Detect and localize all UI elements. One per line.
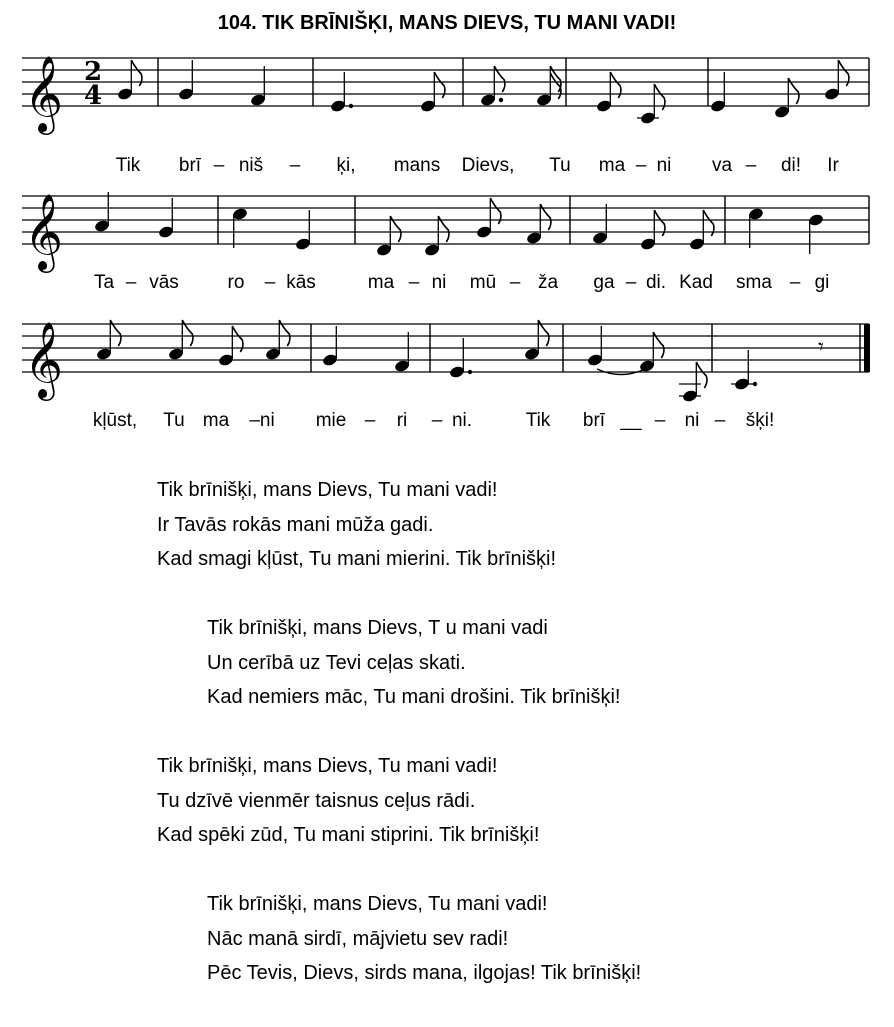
lyric-syllable: Ta (93, 272, 115, 293)
verse-line: Kad smagi kļūst, Tu mani mierini. Tik brīnišķi! (157, 548, 557, 570)
lyric-syllable: Tik (115, 155, 141, 176)
verse-line: Tik brīnišķi, mans Dievs, T u mani vadi (207, 617, 548, 639)
lyric-syllable: ni. (451, 410, 473, 431)
lyric-syllable: __ (620, 410, 642, 431)
treble-clef-icon: 𝄞 (24, 321, 64, 398)
lyric-syllable: kās (286, 272, 316, 293)
song-title: 104. TIK BRĪNIŠĶI, MANS DIEVS, TU MANI VADI! (217, 12, 677, 34)
lyric-syllable: di. (645, 272, 667, 293)
verse-line: Pēc Tevis, Dievs, sirds mana, ilgojas! Tik brīnišķi! (207, 962, 642, 984)
lyric-syllable: Ir (827, 155, 839, 176)
lyrics-line-2 (0, 272, 894, 296)
lyric-syllable: šķi! (745, 410, 775, 431)
lyrics-line-3 (0, 410, 894, 434)
staff-system-3 (0, 305, 894, 415)
lyric-syllable: ni (431, 272, 447, 293)
verse-line: Un cerībā uz Tevi ceļas skati. (207, 651, 466, 674)
augmentation-dot (753, 382, 757, 386)
lyric-syllable: – (431, 410, 443, 431)
lyric-syllable: kļūst, (92, 410, 138, 431)
verse-line: Tu dzīvē vienmēr taisnus ceļus rādi. (157, 789, 476, 812)
verse-line: Ir Tavās rokās mani mūža gadi. (157, 513, 434, 536)
verse-line: Kad nemiers māc, Tu mani drošini. Tik brīnišķi! (207, 686, 621, 708)
verse-line: Tik brīnišķi, mans Dievs, Tu mani vadi! (157, 755, 498, 777)
lyric-syllable: – (654, 410, 666, 431)
verse-line: Nāc manā sirdī, mājvietu sev radi! (207, 927, 509, 950)
lyric-syllable: – (789, 272, 801, 293)
verse-4 (207, 887, 641, 991)
lyric-syllable: vās (149, 272, 179, 293)
lyric-syllable: Tik (525, 410, 551, 431)
lyric-syllable: – (289, 155, 301, 176)
lyric-syllable: mie (315, 410, 347, 431)
lyric-syllable: ri (396, 410, 408, 431)
time-signature-top: 2 (84, 57, 103, 87)
verse-line: Kad spēki zūd, Tu mani stiprini. Tik brīnišķi! (157, 824, 540, 846)
staff-system-1 (0, 45, 894, 145)
lyric-syllable: – (745, 155, 757, 176)
treble-clef-icon: 𝄞 (24, 193, 64, 270)
verse-2 (207, 611, 620, 715)
lyric-syllable: ni (684, 410, 700, 431)
lyric-syllable: ro (227, 272, 245, 293)
lyric-syllable: ni (656, 155, 672, 176)
note-flag (550, 73, 561, 99)
lyric-syllable: di! (780, 155, 802, 176)
eighth-rest-icon: 𝄾 (818, 335, 824, 360)
augmentation-dot (468, 370, 472, 374)
lyric-syllable: – (635, 155, 647, 176)
lyric-syllable: ža (537, 272, 559, 293)
final-barline (864, 324, 870, 372)
lyric-syllable: Tu (163, 410, 185, 431)
lyric-syllable: va (711, 155, 733, 176)
verse-line: Tik brīnišķi, mans Dievs, Tu mani vadi! (157, 479, 498, 501)
lyric-syllable: gi (814, 272, 830, 293)
lyric-syllable: – (509, 272, 521, 293)
lyric-syllable: niš (238, 155, 264, 176)
time-signature-bottom: 4 (84, 81, 103, 111)
treble-clef-icon: 𝄞 (24, 55, 64, 132)
lyric-syllable: brī (582, 410, 606, 431)
staff-system-2 (0, 180, 894, 280)
augmentation-dot (349, 104, 353, 108)
lyric-syllable: – (264, 272, 276, 293)
verse-1 (157, 473, 556, 577)
lyric-syllable: –ni (249, 410, 275, 431)
lyric-syllable: ga (593, 272, 615, 293)
lyric-syllable: – (714, 410, 726, 431)
lyric-syllable: ma (367, 272, 395, 293)
lyric-syllable: mans (393, 155, 441, 176)
lyric-syllable: Kad (679, 272, 713, 293)
lyric-syllable: sma (736, 272, 772, 293)
lyric-syllable: – (408, 272, 420, 293)
lyric-syllable: ma (598, 155, 626, 176)
lyric-syllable: – (213, 155, 225, 176)
lyric-syllable: Dievs, (461, 155, 515, 176)
lyrics-line-1 (0, 155, 894, 179)
lyric-syllable: mū (469, 272, 497, 293)
verse-3 (157, 749, 539, 853)
lyric-syllable: ķi, (336, 155, 356, 176)
lyric-syllable: – (125, 272, 137, 293)
lyric-syllable: ma (202, 410, 230, 431)
lyric-syllable: – (625, 272, 637, 293)
verse-line: Tik brīnišķi, mans Dievs, Tu mani vadi! (207, 893, 548, 915)
lyric-syllable: Tu (549, 155, 571, 176)
lyric-syllable: brī (178, 155, 202, 176)
augmentation-dot (499, 98, 503, 102)
lyric-syllable: – (364, 410, 376, 431)
